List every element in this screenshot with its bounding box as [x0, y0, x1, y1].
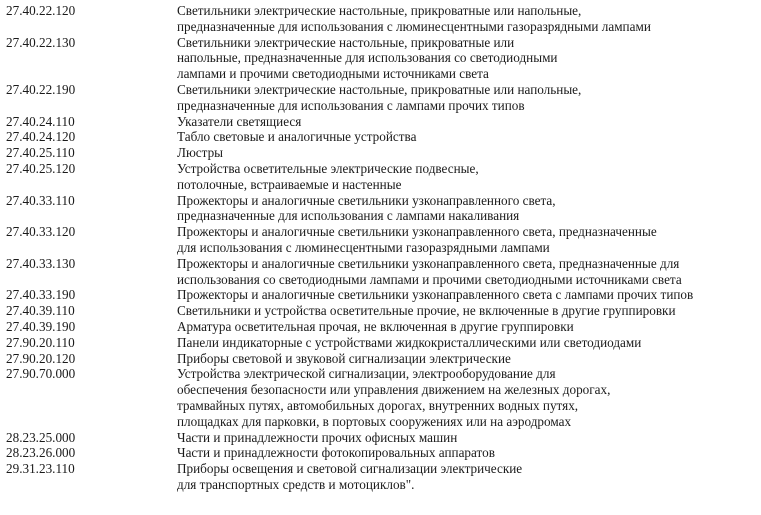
description-line: Прожекторы и аналогичные светильники узконаправленного света с лампами прочих типов: [177, 287, 694, 303]
entry-description: [177, 114, 761, 130]
entry-description: [177, 193, 761, 225]
description-line: Части и принадлежности фотокопировальных аппаратов: [177, 445, 495, 461]
table-row: [0, 145, 761, 161]
table-row: [0, 3, 761, 35]
entry-description: [177, 430, 761, 446]
entry-description: [177, 351, 761, 367]
table-row: [0, 430, 761, 446]
description-line: для использования с люминесцентными газоразрядными лампами: [177, 239, 550, 255]
description-line: Светильники электрические настольные, прикроватные или напольные,: [177, 81, 582, 97]
entry-code: 27.90.70.000: [6, 366, 76, 382]
table-row: [0, 35, 761, 82]
table-row: [0, 287, 761, 303]
table-row: [0, 351, 761, 367]
entry-description: [177, 161, 761, 193]
description-line: лампами и прочими светодиодными источниками света: [177, 66, 489, 82]
table-row: [0, 303, 761, 319]
table-row: [0, 114, 761, 130]
entry-description: [177, 129, 761, 145]
description-line: предназначенные для использования с лампами прочих типов: [177, 97, 525, 113]
entry-code: 27.90.20.110: [6, 334, 75, 350]
description-line: Светильники электрические настольные, прикроватные или напольные,: [177, 3, 582, 18]
description-line: использования со светодиодными лампами и прочими светодиодными источниками света: [177, 271, 682, 287]
entry-description: [177, 3, 761, 35]
description-line: площадках для парковки, в портовых сооружениях или на аэродромах: [177, 413, 572, 429]
table-row: [0, 82, 761, 114]
table-row: [0, 445, 761, 461]
description-line: Светильники и устройства осветительные прочие, не включенные в другие группировки: [177, 303, 676, 319]
table-row: [0, 319, 761, 335]
description-line: Арматура осветительная прочая, не включенная в другие группировки: [177, 318, 574, 334]
entry-code: 28.23.25.000: [6, 429, 76, 445]
table-row: [0, 366, 761, 429]
description-line: Панели индикаторные с устройствами жидкокристаллическими или светодиодами: [177, 334, 642, 350]
entry-code: 27.40.39.110: [6, 303, 75, 319]
description-line: трамвайных путях, автомобильных дорогах, внутренних водных путях,: [177, 397, 579, 413]
entry-description: [177, 303, 761, 319]
entry-code: 29.31.23.110: [6, 461, 75, 477]
entry-code: 27.40.25.110: [6, 145, 75, 161]
table-row: [0, 129, 761, 145]
entry-code: 27.40.39.190: [6, 318, 76, 334]
entry-description: [177, 256, 761, 288]
description-line: Светильники электрические настольные, прикроватные или: [177, 34, 515, 50]
table-row: [0, 461, 761, 493]
entry-code: 27.40.24.110: [6, 113, 75, 129]
description-line: Приборы световой и звуковой сигнализации электрические: [177, 350, 511, 366]
description-line: Прожекторы и аналогичные светильники узконаправленного света, предназначенные: [177, 224, 657, 240]
description-line: предназначенные для использования с люминесцентными газоразрядными лампами: [177, 18, 651, 34]
description-line: обеспечения безопасности или управления движением на железных дорогах,: [177, 382, 611, 398]
entry-description: [177, 319, 761, 335]
table-row: [0, 335, 761, 351]
entry-description: [177, 224, 761, 256]
description-line: Табло световые и аналогичные устройства: [177, 129, 417, 145]
table-row: [0, 161, 761, 193]
entry-description: [177, 145, 761, 161]
description-line: предназначенные для использования с лампами накаливания: [177, 208, 520, 224]
description-line: Приборы освещения и световой сигнализации электрические: [177, 461, 523, 477]
entry-code: 27.40.25.120: [6, 160, 76, 176]
entry-code: 27.40.22.190: [6, 81, 76, 97]
entry-description: [177, 35, 761, 82]
entry-code: 27.40.24.120: [6, 129, 76, 145]
description-line: Прожекторы и аналогичные светильники узконаправленного света, предназначенные для: [177, 255, 680, 271]
entry-code: 27.40.33.110: [6, 192, 75, 208]
table-row: [0, 256, 761, 288]
description-line: потолочные, встраиваемые и настенные: [177, 176, 402, 192]
description-line: напольные, предназначенные для использования со светодиодными: [177, 50, 558, 66]
entry-code: 27.40.22.130: [6, 34, 76, 50]
table-row: [0, 193, 761, 225]
description-line: Указатели светящиеся: [177, 113, 302, 129]
entry-description: [177, 445, 761, 461]
entry-code: 27.40.22.120: [6, 3, 76, 18]
table-row: [0, 224, 761, 256]
entry-code: 27.40.33.130: [6, 255, 76, 271]
entry-description: [177, 335, 761, 351]
description-line: Устройства электрической сигнализации, электрооборудование для: [177, 366, 556, 382]
description-line: Части и принадлежности прочих офисных машин: [177, 429, 458, 445]
classification-table: [0, 3, 761, 493]
entry-code: 27.90.20.120: [6, 350, 76, 366]
description-line: Прожекторы и аналогичные светильники узконаправленного света,: [177, 192, 556, 208]
entry-code: 28.23.26.000: [6, 445, 76, 461]
description-line: Люстры: [177, 145, 224, 161]
entry-description: [177, 461, 761, 493]
entry-code: 27.40.33.120: [6, 224, 76, 240]
description-line: Устройства осветительные электрические подвесные,: [177, 160, 479, 176]
entry-code: 27.40.33.190: [6, 287, 76, 303]
entry-description: [177, 287, 761, 303]
description-line: для транспортных средств и мотоциклов".: [177, 476, 415, 492]
entry-description: [177, 82, 761, 114]
entry-description: [177, 366, 761, 429]
